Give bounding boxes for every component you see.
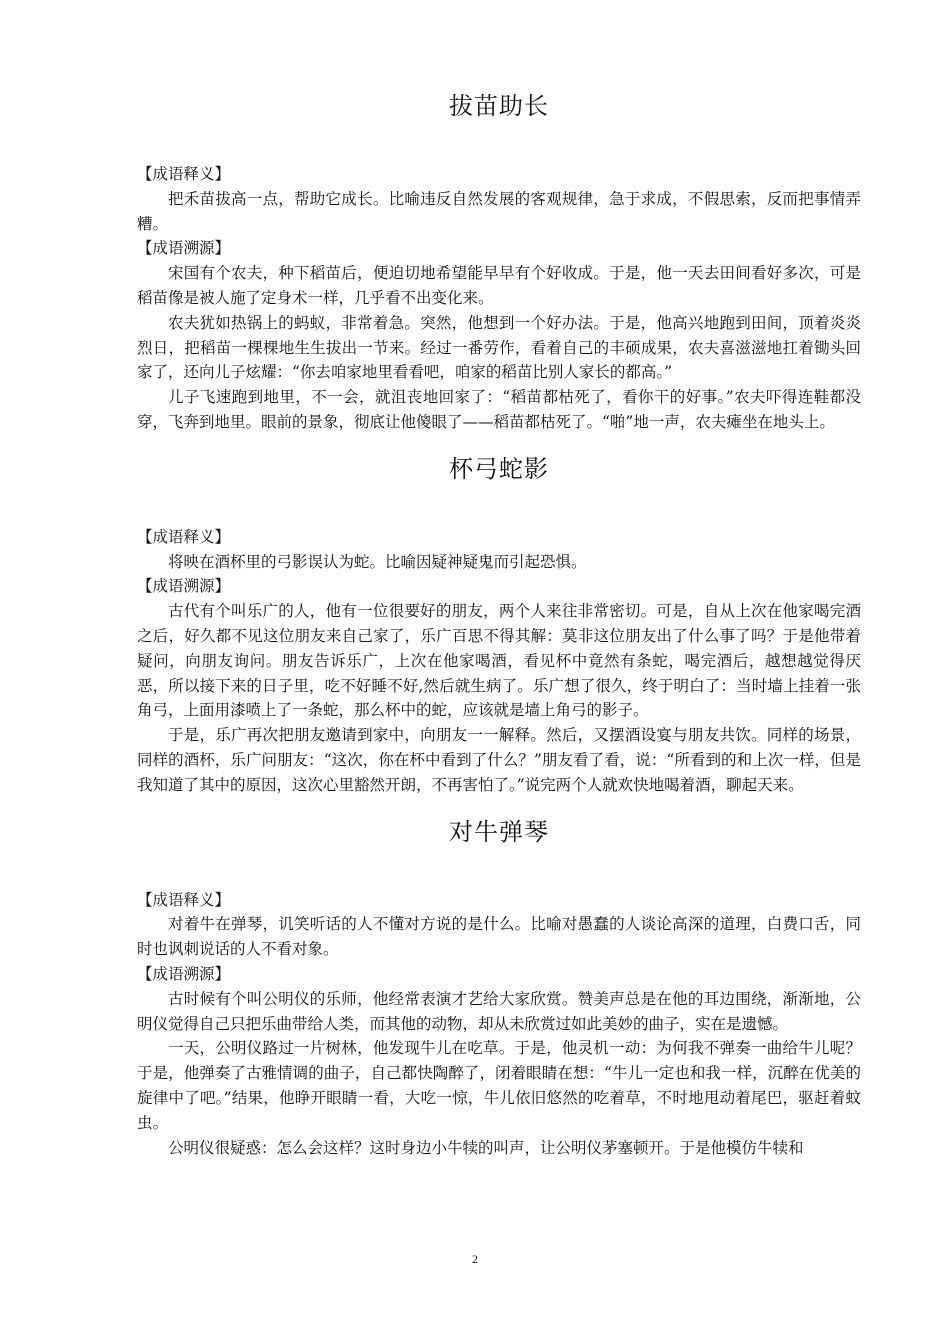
meaning-paragraph: 将映在酒杯里的弓影误认为蛇。比喻因疑神疑鬼而引起恐惧。: [168, 552, 587, 571]
page-content: [137, 86, 861, 1160]
meaning-paragraph: 对着牛在弹琴，讥笑听话的人不懂对方说的是什么。比喻对愚蠢的人谈论高深的道理，白费口舌，同时也讽刺说话的人不看对象。: [137, 915, 861, 959]
meaning-label: 【成语释义】: [137, 165, 231, 183]
origin-paragraph: 一天，公明仪路过一片树林，他发现牛儿在吃草。于是，他灵机一动：为何我不弹奏一曲给牛儿呢？于是，他弹奏了古雅情调的曲子，自己都快陶醉了，闭着眼睛在想：“牛儿一定也和我一样，沉醉在优美的旋律中了吧。”结果，他睁开眼睛一看，大吃一惊，牛儿依旧悠然的吃着草，不时地甩动着尾巴，驱赶着蚊虫。: [137, 1039, 861, 1132]
origin-paragraph: 儿子飞速跑到地里，不一会，就沮丧地回家了：“稻苗都枯死了，看你干的好事。”农夫吓得连鞋都没穿，飞奔到地里。眼前的景象，彻底让他傻眼了——稻苗都枯死了。“啪”地一声，农夫瘫坐在地头上。: [137, 388, 861, 431]
origin-paragraph: 公明仪很疑惑：怎么会这样？这时身边小牛犊的叫声，让公明仪茅塞顿开。于是他模仿牛犊和: [168, 1138, 804, 1157]
idiom-section: [137, 449, 861, 798]
idiom-title: 拔苗助长: [449, 92, 549, 120]
origin-paragraph: 宋国有个农夫，种下稻苗后，便迫切地希望能早早有个好收成。于是，他一天去田间看好多次，可是稻苗像是被人施了定身术一样，几乎看不出变化来。: [137, 264, 861, 307]
origin-label: 【成语溯源】: [137, 577, 231, 596]
page-number: 2: [472, 1252, 478, 1266]
origin-paragraph: 古时候有个叫公明仪的乐师，他经常表演才艺给大家欣赏。赞美声总是在他的耳边围绕，渐渐地，公明仪觉得自己只把乐曲带给人类，而其他的动物，却从未欣赏过如此美妙的曲子，实在是遗憾。: [137, 989, 861, 1033]
idiom-section: [137, 812, 861, 1161]
idiom-title: 对牛弹琴: [449, 817, 549, 846]
origin-paragraph: 于是，乐广再次把朋友邀请到家中，向朋友一一解释。然后，又摆酒设宴与朋友共饮。同样的场景，同样的酒杯，乐广问朋友：“这次，你在杯中看到了什么？”朋友看了看，说：“所看到的和上次一样，但是我知道了其中的原因，这次心里豁然开朗，不再害怕了。”说完两个人就欢快地喝着酒，聊起天来。: [137, 726, 861, 794]
meaning-paragraph: 把禾苗拔高一点，帮助它成长。比喻违反自然发展的客观规律，急于求成，不假思索，反而把事情弄糟。: [137, 189, 861, 233]
origin-label: 【成语溯源】: [137, 964, 231, 983]
meaning-label: 【成语释义】: [137, 527, 231, 546]
section-spacer: [137, 435, 861, 449]
origin-paragraph: 古代有个叫乐广的人，他有一位很要好的朋友，两个人来往非常密切。可是，自从上次在他家喝完酒之后，好久都不见这位朋友来自己家了，乐广百思不得其解：莫非这位朋友出了什么事了吗？于是他带着疑问，向朋友询问。朋友告诉乐广，上次在他家喝酒，看见杯中竟然有条蛇，喝完酒后，越想越觉得厌恶，所以接下来的日子里，吃不好睡不好,然后就生病了。乐广想了很久，终于明白了：当时墙上挂着一张角弓，上面用漆喷上了一条蛇，那么杯中的蛇，应该就是墙上角弓的影子。: [137, 602, 861, 720]
origin-paragraph: 农夫犹如热锅上的蚂蚁，非常着急。突然，他想到一个好办法。于是，他高兴地跑到田间，顶着炎炎烈日，把稻苗一棵棵地生生拔出一节来。经过一番劳作，看着自己的丰硕成果，农夫喜滋滋地扛着锄头回家了，还向儿子炫耀：“你去咱家地里看看吧，咱家的稻苗比别人家长的都高。”: [137, 313, 861, 382]
section-spacer: [137, 798, 861, 812]
idiom-title: 杯弓蛇影: [449, 454, 549, 483]
meaning-label: 【成语释义】: [137, 890, 231, 909]
origin-label: 【成语溯源】: [137, 239, 231, 258]
idiom-section: [137, 86, 861, 435]
